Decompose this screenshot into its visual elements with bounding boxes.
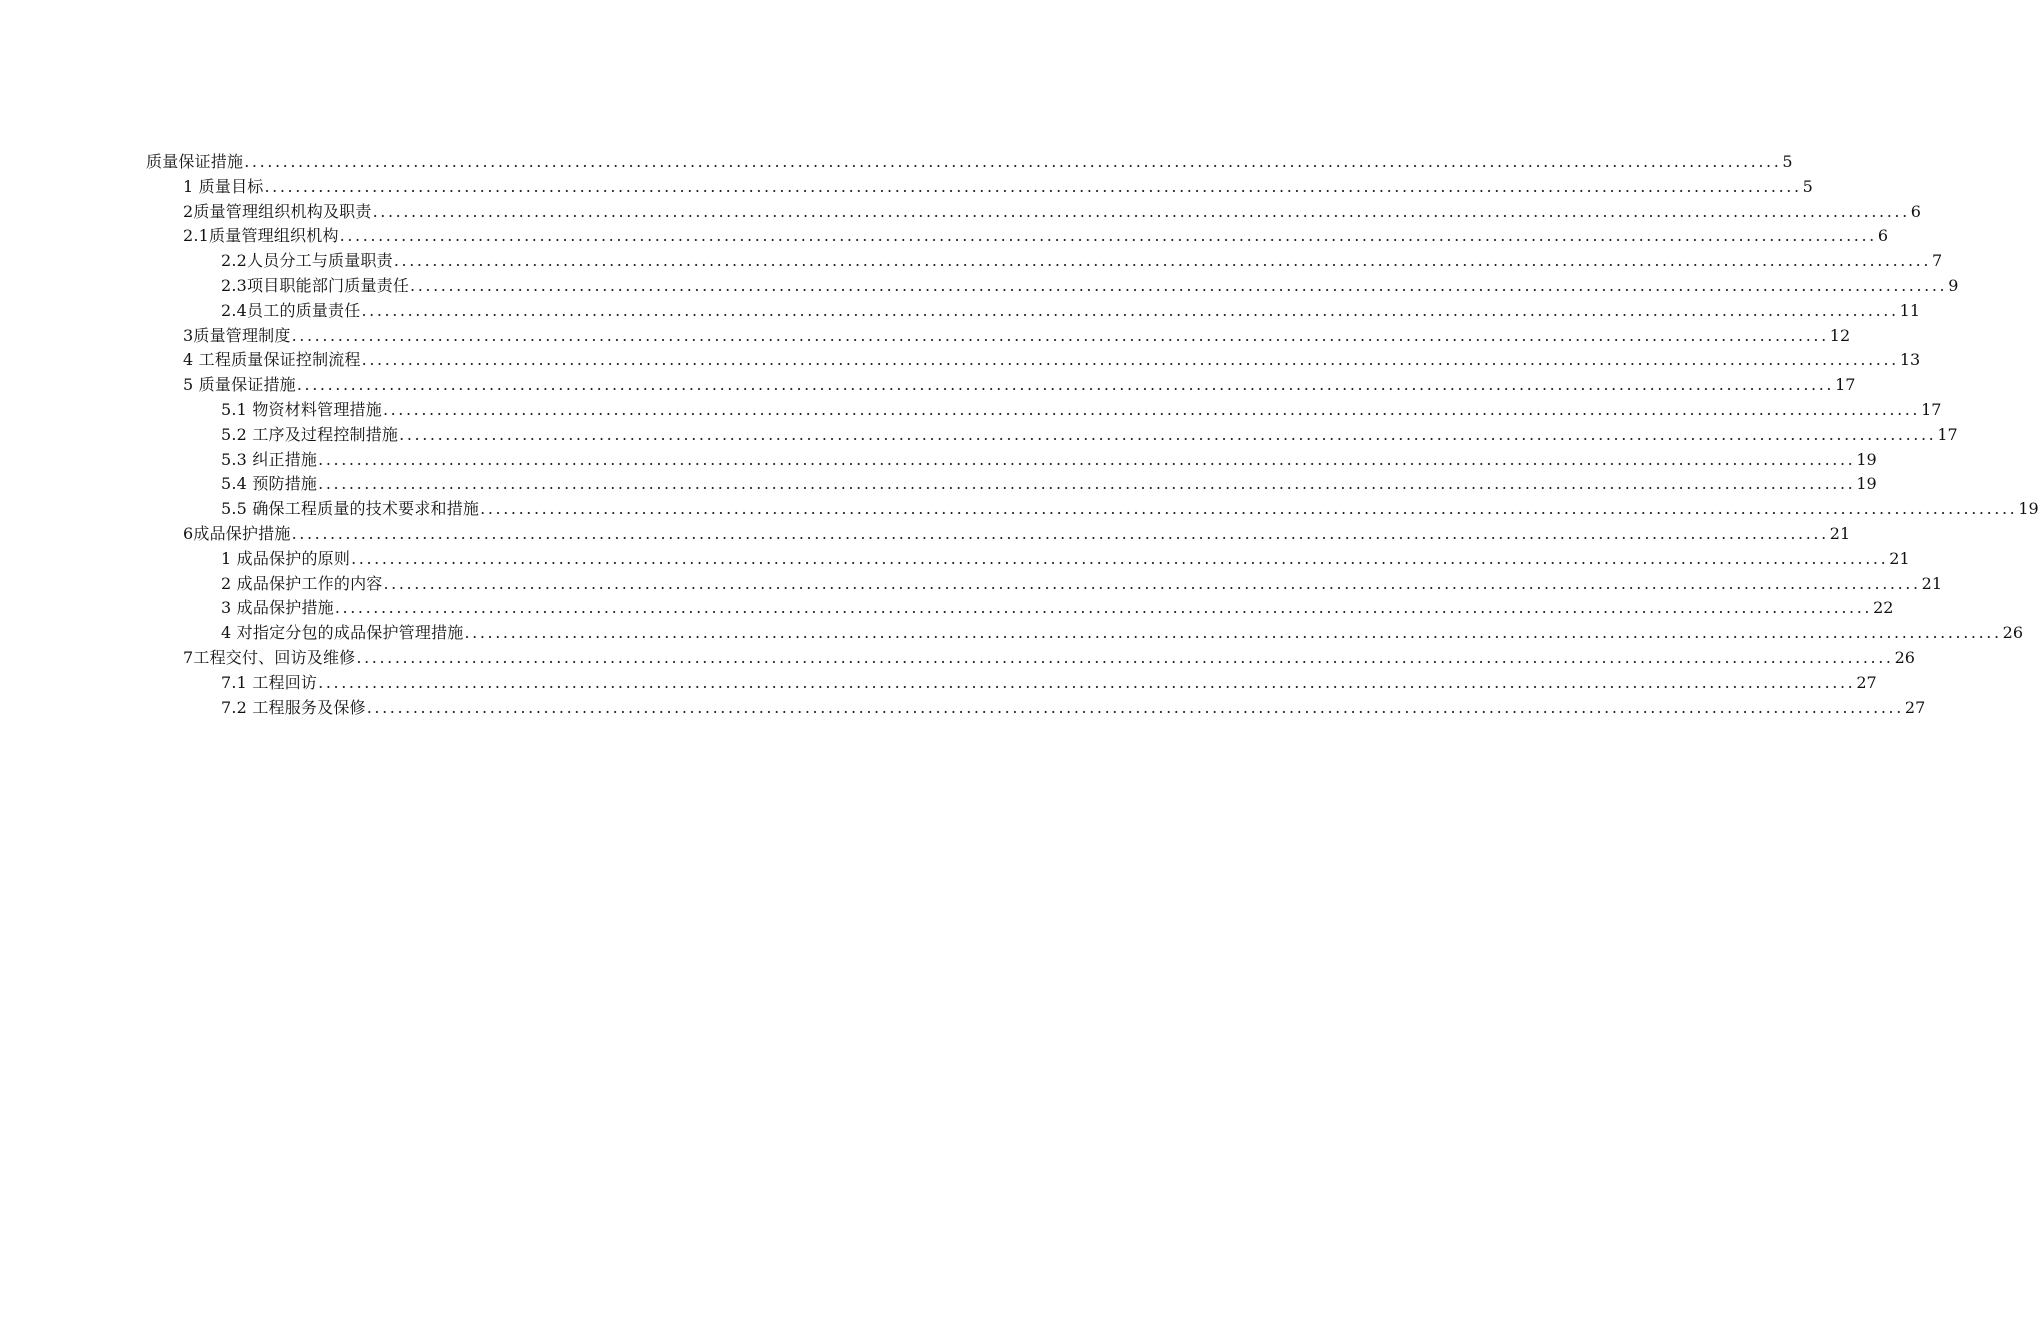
toc-dot-leader: ........................................................................................................................................................................................................: [356, 647, 1894, 667]
toc-entry[interactable]: [183, 373, 1856, 398]
toc-entry-title: 2.2人员分工与质量职责: [221, 251, 393, 271]
toc-entry[interactable]: [221, 671, 1877, 696]
toc-page-number: 21: [1921, 573, 1943, 593]
toc-page-number: 6: [1910, 201, 1921, 221]
toc-entry-title: 6成品保护措施: [183, 523, 291, 543]
toc-entry[interactable]: [221, 472, 1877, 497]
toc-dot-leader: ........................................................................................................................................................................................................: [264, 176, 1802, 196]
toc-entry-title: 2.3项目职能部门质量责任: [221, 275, 410, 295]
toc-page-number: 6: [1877, 226, 1889, 246]
toc-page-number: 11: [1899, 300, 1920, 320]
toc-entry-title: 4 对指定分包的成品保护管理措施: [221, 623, 464, 643]
toc-dot-leader: ........................................................................................................................................................................................................: [366, 697, 1904, 717]
toc-dot-leader: ........................................................................................................................................................................................................: [244, 152, 1782, 171]
toc-entry-title: 5.2 工序及过程控制措施: [221, 424, 399, 444]
toc-entry-title: 2.4员工的质量责任: [221, 300, 361, 320]
toc-dot-leader: ........................................................................................................................................................................................................: [361, 300, 1899, 320]
toc-entry[interactable]: [221, 596, 1894, 621]
toc-entry-title: 7.1 工程回访: [221, 672, 318, 692]
toc-dot-leader: ........................................................................................................................................................................................................: [372, 201, 1910, 221]
toc-page-number: 5: [1782, 152, 1793, 171]
toc-dot-leader: ........................................................................................................................................................................................................: [291, 325, 1829, 345]
toc-entry-title: 2.1质量管理组织机构: [183, 226, 339, 246]
toc-entry-title: 4 工程质量保证控制流程: [183, 350, 361, 370]
toc-entry[interactable]: [183, 175, 1813, 200]
toc-page-number: 19: [1856, 449, 1877, 469]
toc-entry[interactable]: [221, 398, 1942, 423]
toc-dot-leader: ........................................................................................................................................................................................................: [334, 598, 1873, 618]
toc-entry[interactable]: [183, 348, 1921, 373]
toc-dot-leader: ........................................................................................................................................................................................................: [291, 523, 1829, 543]
toc-entry[interactable]: [221, 497, 2039, 522]
toc-page-number: 9: [1948, 275, 1959, 295]
toc-entry-title: 5.4 预防措施: [221, 474, 318, 494]
toc-page-number: 27: [1904, 697, 1926, 717]
toc-dot-leader: ........................................................................................................................................................................................................: [318, 672, 1856, 692]
toc-dot-leader: ........................................................................................................................................................................................................: [318, 449, 1856, 469]
toc-entry[interactable]: [183, 646, 1915, 671]
toc-page-number: 13: [1899, 350, 1921, 370]
toc-dot-leader: ........................................................................................................................................................................................................: [383, 573, 1921, 593]
toc-entry[interactable]: [221, 249, 1943, 274]
toc-page-number: 19: [1856, 474, 1877, 494]
toc-entry[interactable]: [183, 324, 1851, 349]
toc-entry-title: 5.1 物资材料管理措施: [221, 399, 382, 419]
toc-page-number: 7: [1932, 251, 1943, 271]
toc-entry[interactable]: [183, 522, 1851, 547]
toc-dot-leader: ........................................................................................................................................................................................................: [464, 623, 2002, 643]
toc-dot-leader: ........................................................................................................................................................................................................: [393, 251, 1932, 271]
toc-dot-leader: ........................................................................................................................................................................................................: [339, 226, 1877, 246]
toc-entry[interactable]: [146, 150, 1793, 175]
toc-entry-title: 2质量管理组织机构及职责: [183, 201, 372, 221]
toc-page-number: 19: [2018, 499, 2039, 519]
toc-page-number: 21: [1889, 548, 1910, 568]
toc-page-number: 22: [1873, 598, 1894, 618]
toc-entry-title: 质量保证措施: [146, 152, 244, 171]
toc-page-number: 21: [1829, 523, 1851, 543]
toc-entry-title: 5.3 纠正措施: [221, 449, 318, 469]
toc-entry[interactable]: [221, 299, 1920, 324]
toc-entry[interactable]: [221, 547, 1910, 572]
toc-entry[interactable]: [221, 572, 1943, 597]
toc-page-number: 5: [1802, 176, 1813, 196]
toc-dot-leader: ........................................................................................................................................................................................................: [399, 424, 1937, 444]
toc-entry-title: 1 成品保护的原则: [221, 548, 351, 568]
toc-entry[interactable]: [183, 224, 1889, 249]
toc-dot-leader: ........................................................................................................................................................................................................: [296, 375, 1835, 395]
toc-page-number: 12: [1829, 325, 1851, 345]
toc-entry-title: 3 成品保护措施: [221, 598, 334, 618]
toc-entry[interactable]: [183, 200, 1921, 225]
toc-entry-title: 7工程交付、回访及维修: [183, 647, 356, 667]
toc-entry[interactable]: [221, 423, 1958, 448]
toc-dot-leader: ........................................................................................................................................................................................................: [361, 350, 1899, 370]
toc-entry-title: 7.2 工程服务及保修: [221, 697, 366, 717]
toc-page-number: 26: [2002, 623, 2024, 643]
table-of-contents: [0, 150, 2039, 720]
toc-page-number: 17: [1835, 375, 1856, 395]
toc-page-number: 27: [1856, 672, 1877, 692]
toc-dot-leader: ........................................................................................................................................................................................................: [410, 275, 1948, 295]
toc-dot-leader: ........................................................................................................................................................................................................: [382, 399, 1921, 419]
toc-entry-title: 1 质量目标: [183, 176, 264, 196]
toc-entry[interactable]: [221, 448, 1877, 473]
toc-page-number: 17: [1937, 424, 1958, 444]
toc-entry-title: 3质量管理制度: [183, 325, 291, 345]
toc-dot-leader: ........................................................................................................................................................................................................: [351, 548, 1889, 568]
toc-entry-title: 5.5 确保工程质量的技术要求和措施: [221, 499, 480, 519]
toc-entry-title: 2 成品保护工作的内容: [221, 573, 383, 593]
toc-entry[interactable]: [221, 696, 1926, 721]
toc-page-number: 17: [1921, 399, 1942, 419]
toc-entry[interactable]: [221, 274, 1959, 299]
toc-entry-title: 5 质量保证措施: [183, 375, 296, 395]
toc-dot-leader: ........................................................................................................................................................................................................: [318, 474, 1856, 494]
toc-page-number: 26: [1894, 647, 1915, 667]
toc-entry[interactable]: [221, 621, 2024, 646]
toc-dot-leader: ........................................................................................................................................................................................................: [480, 499, 2018, 519]
